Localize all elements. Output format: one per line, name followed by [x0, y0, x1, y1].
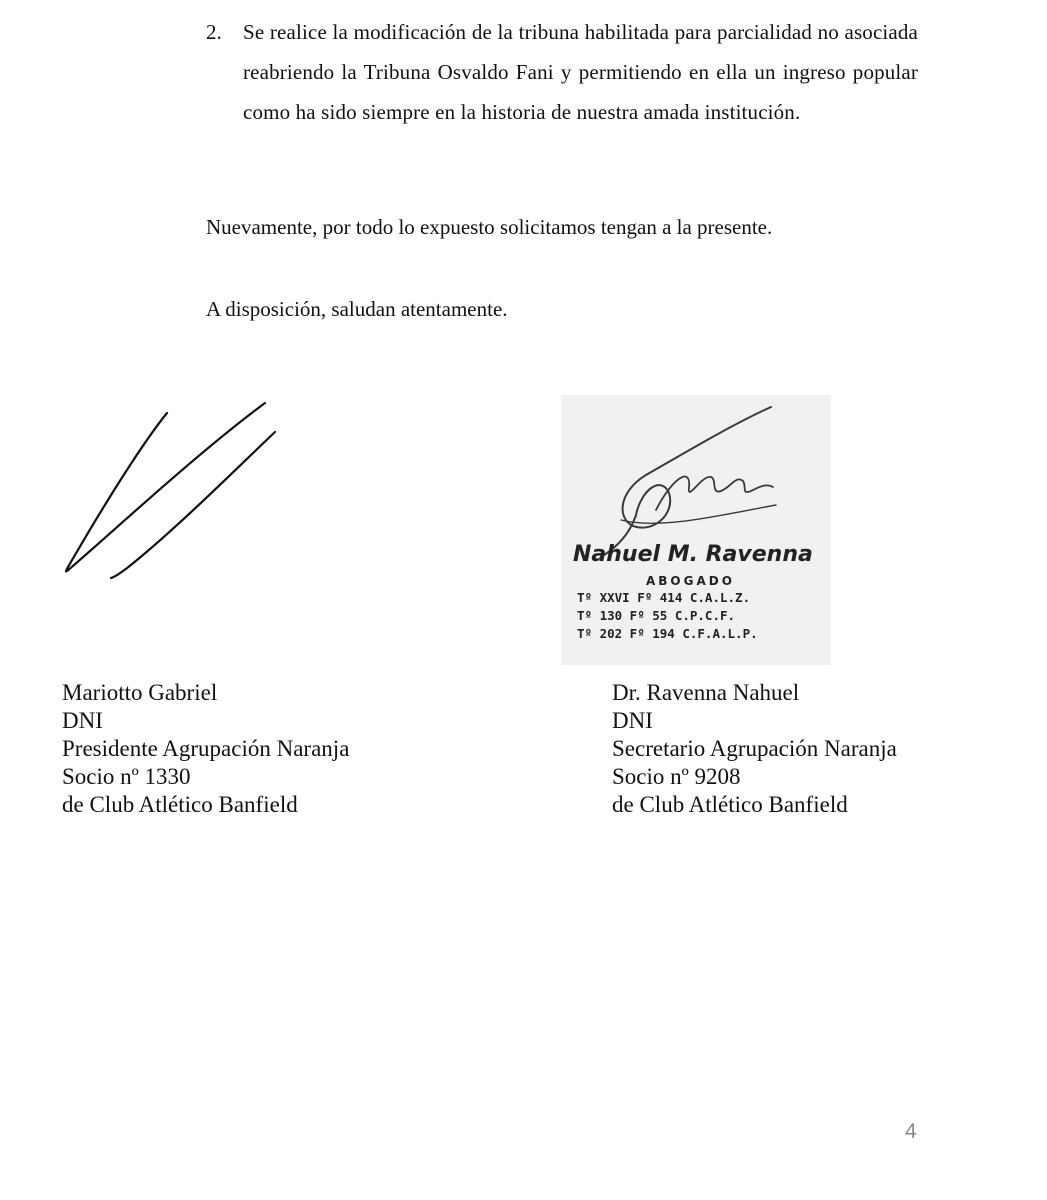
- signatory-member-number: Socio nº 9208: [612, 764, 741, 789]
- closing-paragraph: A disposición, saludan atentamente.: [206, 297, 508, 321]
- handwritten-signature-left: [55, 395, 295, 590]
- signatory-club: de Club Atlético Banfield: [612, 792, 848, 817]
- signatory-block-right: [612, 679, 897, 819]
- request-paragraph: Nuevamente, por todo lo expuesto solicitamos tengan a la presente.: [206, 215, 773, 239]
- stamp-title: ABOGADO: [646, 574, 735, 588]
- signatory-role: Secretario Agrupación Naranja: [612, 736, 897, 761]
- signatory-dni: DNI: [612, 708, 653, 733]
- stamp-name: Nahuel M. Ravenna: [573, 542, 813, 567]
- signatory-role: Presidente Agrupación Naranja: [62, 736, 350, 761]
- signatory-member-number: Socio nº 1330: [62, 764, 191, 789]
- signatory-name: Mariotto Gabriel: [62, 680, 218, 705]
- list-item-number: 2.: [206, 20, 222, 44]
- signature-stamp: [561, 395, 831, 665]
- numbered-list-item: [206, 12, 918, 132]
- signatory-block-left: [62, 679, 349, 819]
- list-item-text: Se realice la modificación de la tribuna habilitada para parcialidad no asociada reabriendo la Tribuna Osvaldo Fani y permitiendo en ella un ingreso popular como ha sido siempre en la historia de nuestra amada institución.: [243, 20, 918, 124]
- stamp-line-1: Tº XXVI Fº 414 C.A.L.Z.: [577, 590, 751, 605]
- stamp-line-3: Tº 202 Fº 194 C.F.A.L.P.: [577, 626, 758, 641]
- signatory-club: de Club Atlético Banfield: [62, 792, 298, 817]
- signatory-name: Dr. Ravenna Nahuel: [612, 680, 800, 705]
- stamp-line-2: Tº 130 Fº 55 C.P.C.F.: [577, 608, 736, 623]
- page-number: 4: [905, 1120, 917, 1143]
- signatory-dni: DNI: [62, 708, 103, 733]
